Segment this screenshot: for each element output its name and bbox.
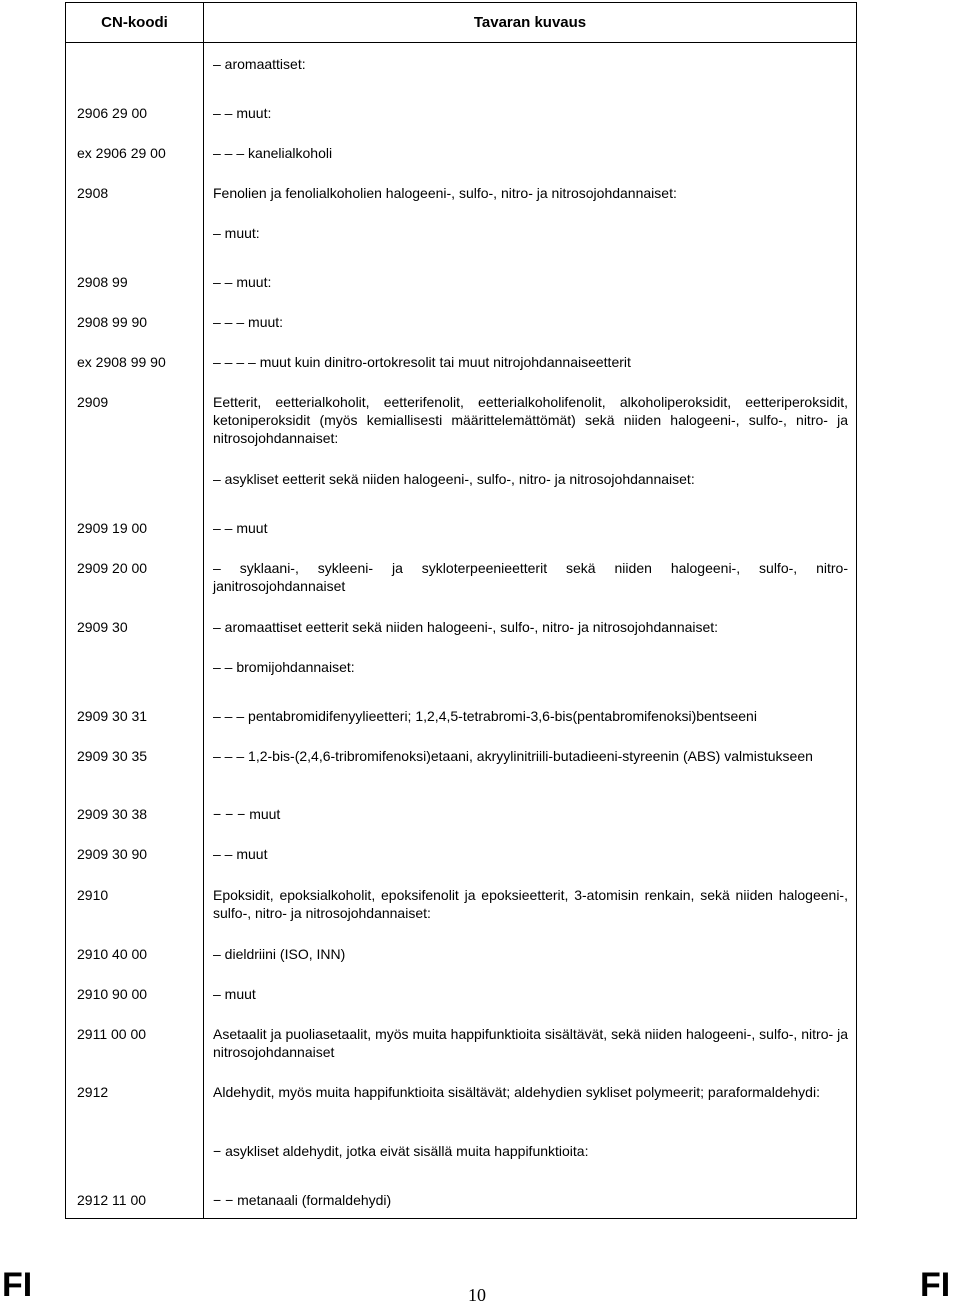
row-description: − − − muut — [213, 806, 281, 822]
row-code: 2910 — [77, 887, 109, 903]
row-description: – dieldriini (ISO, INN) — [213, 946, 346, 962]
row-description: – – muut: — [213, 274, 272, 290]
row-code: 2912 — [77, 1084, 109, 1100]
footer-language-left: FI — [2, 1266, 33, 1304]
row-code: 2908 99 — [77, 274, 128, 290]
row-description: − − metanaali (formaldehydi) — [213, 1192, 392, 1208]
row-description: – – – 1,2-bis-(2,4,6-tribromifenoksi)etaani, akryylinitriili-butadieeni-styreenin (ABS) valmistukseen — [213, 748, 813, 764]
row-description: – syklaani-, sykleeni- ja sykloterpeenieetterit sekä niiden halogeeni-, sulfo-, nitro- janitrosojohdannaiset — [213, 560, 848, 594]
row-description: Eetterit, eetterialkoholit, eetterifenolit, eetterialkoholifenolit, alkoholiperoksidit, eetteriperoksidit, ketoniperoksidit (myös kemiallisesti määrittelemättömät) sekä niiden halogeeni-, sulfo-, nitro- ja nitrosojohdannaiset: — [213, 394, 848, 446]
row-description: – – muut: — [213, 105, 272, 121]
row-description: Asetaalit ja puoliasetaalit, myös muita happifunktioita sisältävät, sekä niiden halogeeni-, sulfo-, nitro- ja nitrosojohdannaiset — [213, 1026, 848, 1060]
row-code: 2908 — [77, 185, 109, 201]
row-code: ex 2906 29 00 — [77, 145, 166, 161]
row-code: 2909 30 38 — [77, 806, 148, 822]
table-header — [66, 3, 856, 43]
row-description: – – – kanelialkoholi — [213, 145, 333, 161]
row-code: 2909 30 — [77, 619, 128, 635]
row-code: 2912 11 00 — [77, 1192, 147, 1208]
row-description: – – – – muut kuin dinitro-ortokresolit tai muut nitrojohdannaiseetterit — [213, 354, 631, 370]
row-code: 2911 00 00 — [77, 1026, 147, 1042]
row-description: − asykliset aldehydit, jotka eivät sisällä muita happifunktioita: — [213, 1143, 589, 1159]
row-code: 2909 30 90 — [77, 846, 148, 862]
row-description: Epoksidit, epoksialkoholit, epoksifenolit ja epoksieetterit, 3-atomisin renkain, sekä niiden halogeeni-, sulfo-, nitro- ja nitrosojohdannaiset: — [213, 887, 848, 921]
row-description: – – – muut: — [213, 314, 284, 330]
row-code: 2910 40 00 — [77, 946, 148, 962]
row-description: – asykliset eetterit sekä niiden halogeeni-, sulfo-, nitro- ja nitrosojohdannaiset: — [213, 471, 695, 487]
row-code: 2909 19 00 — [77, 520, 148, 536]
header-description: Tavaran kuvaus — [473, 14, 587, 31]
row-description: – – – pentabromidifenyylieetteri; 1,2,4,5-tetrabromi-3,6-bis(pentabromifenoksi)bentseeni — [213, 708, 757, 724]
footer-language-right: FI — [920, 1266, 951, 1304]
row-description: – muut: — [213, 225, 260, 241]
row-description: – muut — [213, 986, 256, 1002]
page-number: 10 — [468, 1285, 486, 1305]
header-cn-code: CN-koodi — [101, 14, 168, 31]
row-description: – aromaattiset eetterit sekä niiden halogeeni-, sulfo-, nitro- ja nitrosojohdannaiset: — [213, 619, 719, 635]
tariff-table — [65, 2, 857, 1219]
row-code: 2906 29 00 — [77, 105, 148, 121]
row-code: 2908 99 90 — [77, 314, 148, 330]
column-divider — [203, 3, 204, 1218]
row-description: Fenolien ja fenolialkoholien halogeeni-, sulfo-, nitro- ja nitrosojohdannaiset: — [213, 185, 677, 201]
row-description: – aromaattiset: — [213, 56, 306, 72]
row-description: – – bromijohdannaiset: — [213, 659, 355, 675]
row-code: 2909 30 31 — [77, 708, 148, 724]
row-code: 2910 90 00 — [77, 986, 148, 1002]
row-code: 2909 — [77, 394, 109, 410]
row-code: 2909 30 35 — [77, 748, 148, 764]
row-description: Aldehydit, myös muita happifunktioita sisältävät; aldehydien sykliset polymeerit; paraformaldehydi: — [213, 1084, 820, 1100]
row-description: – – muut — [213, 846, 268, 862]
row-description: – – muut — [213, 520, 268, 536]
row-code: ex 2908 99 90 — [77, 354, 166, 370]
row-code: 2909 20 00 — [77, 560, 148, 576]
